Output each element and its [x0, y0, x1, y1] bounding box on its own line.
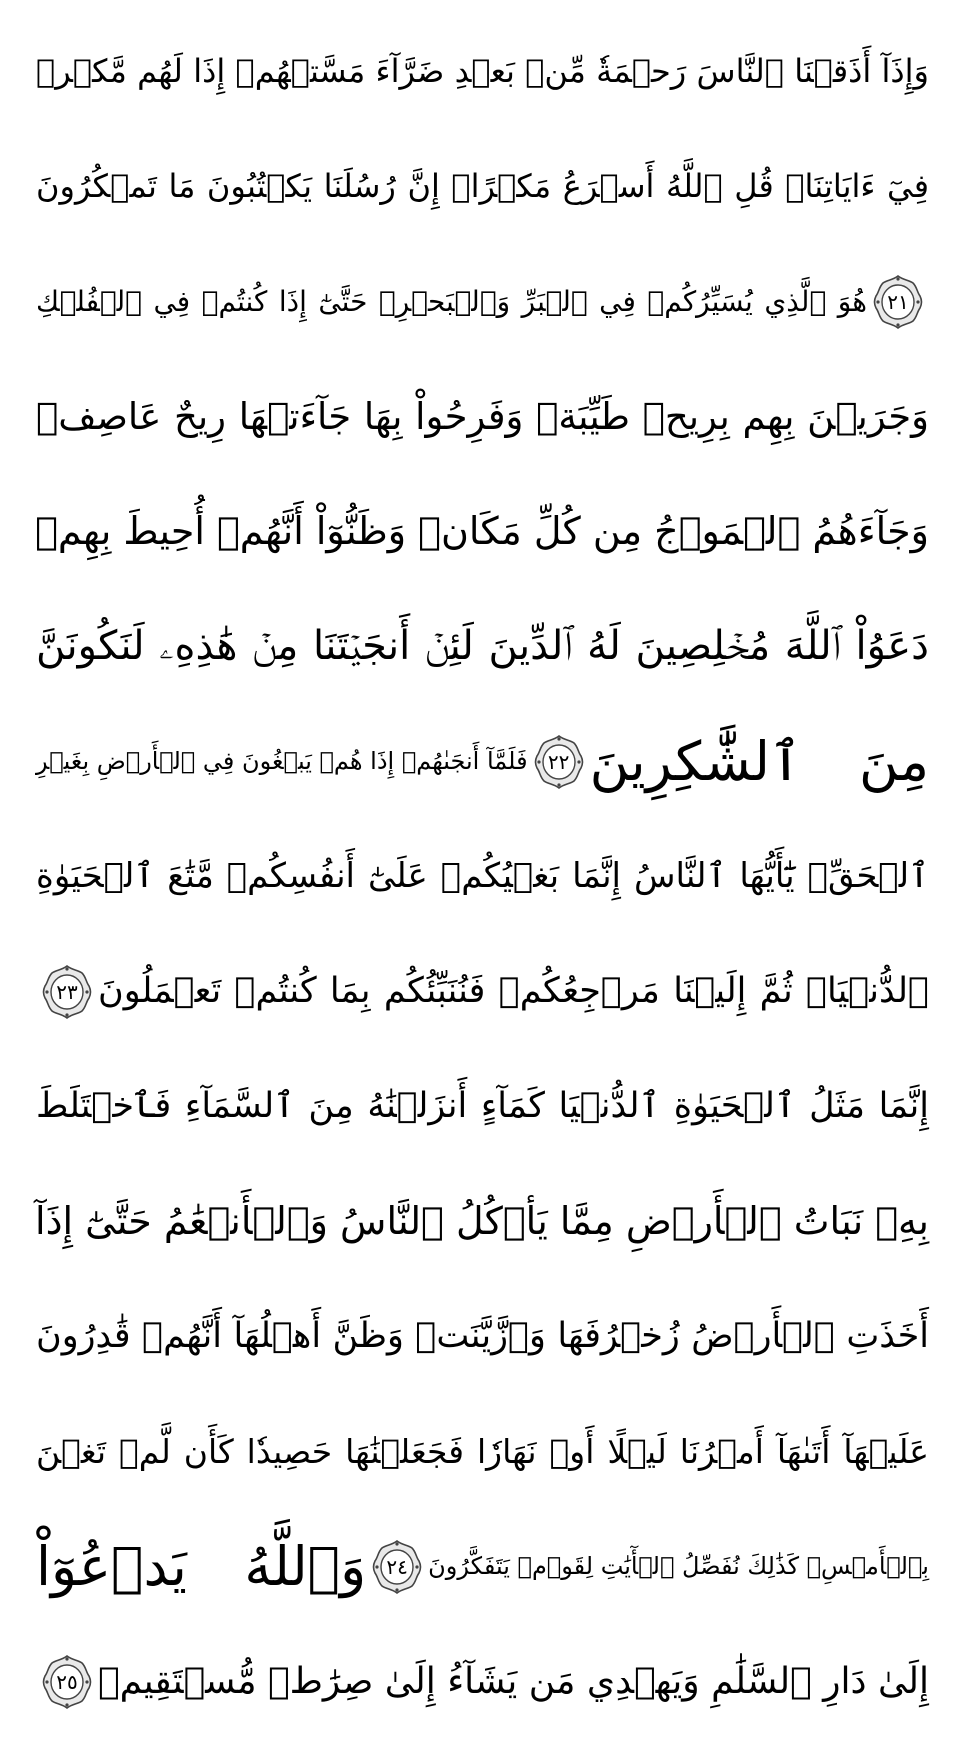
verse-text: وَجَآءَهُمُ ٱلۡمَوۡجُ مِن كُلِّ مَكَانٖ وَظَنُّوٓاْ أَنَّهُمۡ أُحِيطَ بِهِمۡ — [35, 509, 929, 553]
verse-line — [36, 1164, 929, 1279]
ayah-number: ٢١ — [887, 289, 909, 314]
verse-text: إِلَىٰ دَارِ ٱلسَّلَٰمِ وَيَهۡدِي مَن يَشَآءُ إِلَىٰ صِرَٰطٖ مُّسۡتَقِيمٖ — [98, 1661, 929, 1702]
verse-text: عَلَيۡهَآ أَتَىٰهَآ أَمۡرُنَا لَيۡلًا أَوۡ نَهَارٗا فَجَعَلۡنَٰهَا حَصِيدٗا كَأَن لَّمۡ تَغۡنَ — [36, 1432, 929, 1471]
verse-text: بِهِۦ نَبَاتُ ٱلۡأَرۡضِ مِمَّا يَأۡكُلُ ٱلنَّاسُ وَٱلۡأَنۡعَٰمُ حَتَّىٰٓ إِذَآ — [35, 1199, 929, 1243]
verse-line — [36, 1624, 929, 1739]
verse-text: فَلَمَّآ أَنجَىٰهُمۡ إِذَا هُمۡ يَبۡغُونَ فِي ٱلۡأَرۡضِ بِغَيۡرِ — [36, 747, 528, 775]
verse-line — [36, 934, 929, 1049]
ayah-number-marker — [42, 964, 92, 1020]
verse-text: بِٱلۡأَمۡسِۚ كَذَٰلِكَ نُفَصِّلُ ٱلۡأٓيَٰتِ لِقَوۡمٖ يَتَفَكَّرُونَ — [428, 1552, 929, 1580]
verse-line — [36, 129, 929, 244]
ayah-number-marker — [534, 734, 584, 790]
ayah-number: ٢٤ — [386, 1554, 408, 1579]
verse-text: دَعَوُاْ ٱللَّهَ مُخۡلِصِينَ لَهُ ٱلدِّينَ لَئِنۡ أَنجَيۡتَنَا مِنۡ هَٰذِهِۦ لَنَكُونَنَّ — [36, 623, 929, 669]
verse-line — [36, 474, 929, 589]
verse-line — [36, 359, 929, 474]
verse-line — [36, 14, 929, 129]
verse-text: هُوَ ٱلَّذِي يُسَيِّرُكُمۡ فِي ٱلۡبَرِّ وَٱلۡبَحۡرِۖ حَتَّىٰٓ إِذَا كُنتُمۡ فِي ٱلۡفُلۡكِ — [36, 285, 867, 318]
ayah-number: ٢٥ — [56, 1669, 78, 1694]
verse-line — [36, 819, 929, 934]
verse-line — [36, 704, 929, 819]
ayah-number: ٢٢ — [547, 749, 570, 774]
verse-text: ٱلۡحَقِّۗ يَٰٓأَيُّهَا ٱلنَّاسُ إِنَّمَا بَغۡيُكُمۡ عَلَىٰٓ أَنفُسِكُمۖ مَّتَٰعَ ٱلۡحَيَوٰةِ — [36, 856, 929, 896]
verse-line — [36, 1509, 929, 1624]
verse-line — [36, 244, 929, 359]
verse-text: أَخَذَتِ ٱلۡأَرۡضُ زُخۡرُفَهَا وَٱزَّيَّنَتۡ وَظَنَّ أَهۡلُهَآ أَنَّهُمۡ قَٰدِرُونَ — [36, 1316, 929, 1356]
ayah-number: ٢٣ — [56, 979, 78, 1004]
verse-text: ٱلدُّنۡيَاۖ ثُمَّ إِلَيۡنَا مَرۡجِعُكُمۡ فَنُنَبِّئُكُم بِمَا كُنتُمۡ تَعۡمَلُونَ — [98, 971, 929, 1011]
verse-text: وَإِذَآ أَذَقۡنَا ٱلنَّاسَ رَحۡمَةٗ مِّنۢ بَعۡدِ ضَرَّآءَ مَسَّتۡهُمۡ إِذَا لَهُم مَّكۡرٞ — [36, 52, 929, 90]
verse-line — [36, 1279, 929, 1394]
verse-text: مِنَ ٱلشَّٰكِرِينَ — [589, 730, 929, 793]
verse-line — [36, 1394, 929, 1509]
verse-text: وَٱللَّهُ يَدۡعُوٓاْ — [36, 1535, 367, 1598]
verse-text: فِيٓ ءَايَاتِنَاۚ قُلِ ٱللَّهُ أَسۡرَعُ مَكۡرًاۚ إِنَّ رُسُلَنَا يَكۡتُبُونَ مَا تَمۡكُرُونَ — [36, 167, 929, 205]
verse-text: إِنَّمَا مَثَلُ ٱلۡحَيَوٰةِ ٱلدُّنۡيَا كَمَآءٍ أَنزَلۡنَٰهُ مِنَ ٱلسَّمَآءِ فَٱخۡتَلَطَ — [36, 1086, 929, 1126]
ayah-number-marker — [42, 1654, 92, 1710]
ayah-number-marker — [873, 274, 923, 330]
ayah-number-marker — [372, 1539, 422, 1595]
verse-line — [36, 589, 929, 704]
verse-line — [36, 1049, 929, 1164]
verse-text: وَجَرَيۡنَ بِهِم بِرِيحٖ طَيِّبَةٖ وَفَرِحُواْ بِهَا جَآءَتۡهَا رِيحٌ عَاصِفٞ — [36, 395, 929, 438]
